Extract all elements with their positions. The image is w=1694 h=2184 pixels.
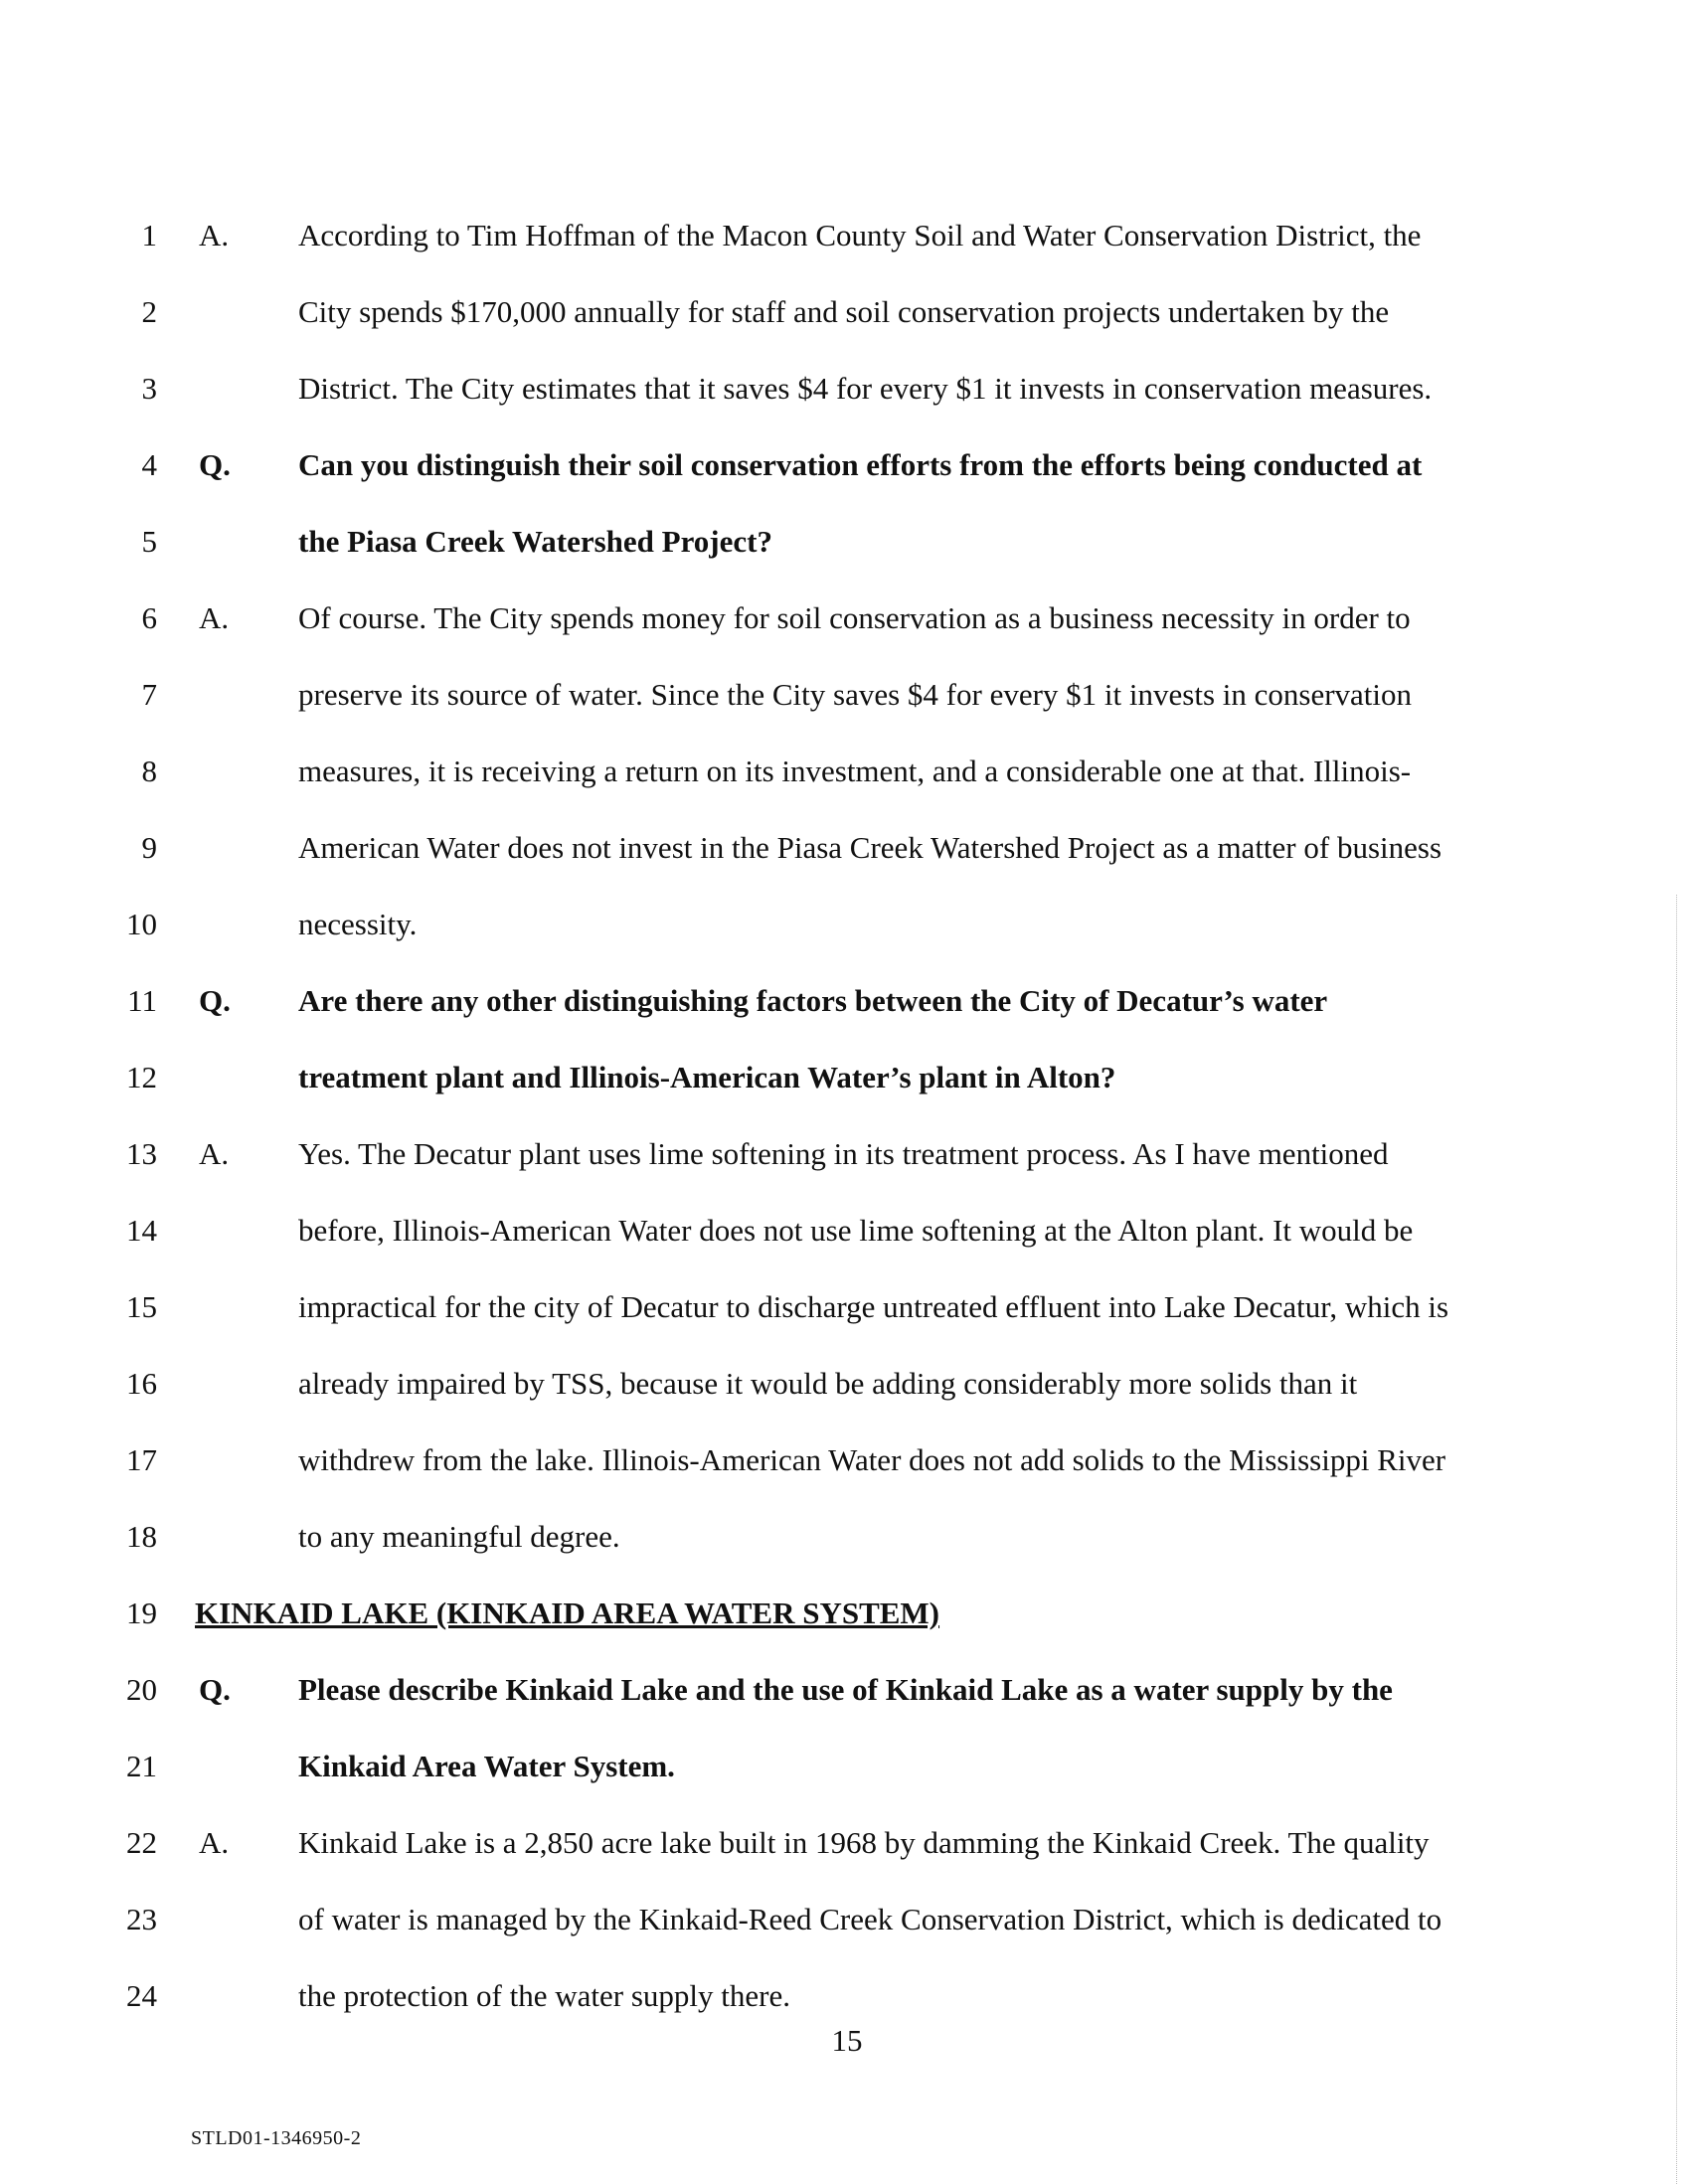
- line-text: to any meaningful degree.: [298, 1519, 620, 1554]
- line-text: City spends $170,000 annually for staff and soil conservation projects undertaken by the: [298, 294, 1390, 329]
- line-number: 19: [126, 1596, 157, 1630]
- line-number: 6: [141, 600, 157, 635]
- line-text: Yes. The Decatur plant uses lime softening in its treatment process. As I have mentioned: [298, 1136, 1389, 1171]
- line-number: 9: [141, 830, 157, 865]
- line-text: already impaired by TSS, because it would be adding considerably more solids than it: [298, 1366, 1358, 1401]
- line-number: 14: [126, 1213, 157, 1248]
- line-text: of water is managed by the Kinkaid-Reed Creek Conservation District, which is dedicated to: [298, 1902, 1442, 1936]
- line-number: 10: [126, 907, 157, 941]
- line-6: [0, 588, 1694, 648]
- line-16: [0, 1354, 1694, 1414]
- line-text: Kinkaid Area Water System.: [298, 1749, 675, 1783]
- line-number: 15: [126, 1289, 157, 1324]
- question-label: Q.: [199, 1672, 231, 1707]
- line-text: the protection of the water supply there.: [298, 1978, 790, 2013]
- line-14: [0, 1201, 1694, 1260]
- document-id: STLD01-1346950-2: [191, 2127, 362, 2149]
- line-text: before, Illinois-American Water does not use lime softening at the Alton plant. It would be: [298, 1213, 1414, 1248]
- line-8: [0, 742, 1694, 801]
- line-2: [0, 282, 1694, 342]
- line-number: 18: [126, 1519, 157, 1554]
- line-number: 22: [126, 1825, 157, 1860]
- line-11: [0, 971, 1694, 1031]
- line-19: [0, 1584, 1694, 1643]
- line-10: [0, 895, 1694, 954]
- scan-edge-divider: [1676, 895, 1677, 2184]
- line-7: [0, 665, 1694, 725]
- line-text: Kinkaid Lake is a 2,850 acre lake built in 1968 by damming the Kinkaid Creek. The quality: [298, 1825, 1430, 1860]
- line-number: 13: [126, 1136, 157, 1171]
- line-number: 21: [126, 1749, 157, 1783]
- line-number: 3: [141, 371, 157, 406]
- line-12: [0, 1048, 1694, 1107]
- answer-label: A.: [199, 1136, 230, 1171]
- line-number: 1: [141, 218, 157, 252]
- line-number: 8: [141, 754, 157, 788]
- line-18: [0, 1507, 1694, 1567]
- line-text: Can you distinguish their soil conservation efforts from the efforts being conducted at: [298, 447, 1423, 482]
- line-text: impractical for the city of Decatur to discharge untreated effluent into Lake Decatur, which is: [298, 1289, 1449, 1324]
- line-text: District. The City estimates that it saves $4 for every $1 it invests in conservation measures.: [298, 371, 1433, 406]
- line-3: [0, 359, 1694, 419]
- section-heading: KINKAID LAKE (KINKAID AREA WATER SYSTEM): [195, 1596, 940, 1630]
- line-text: American Water does not invest in the Piasa Creek Watershed Project as a matter of business: [298, 830, 1442, 865]
- line-23: [0, 1890, 1694, 1949]
- line-4: [0, 435, 1694, 495]
- line-text: measures, it is receiving a return on its investment, and a considerable one at that. Illinois-: [298, 754, 1412, 788]
- line-21: [0, 1737, 1694, 1796]
- line-22: [0, 1813, 1694, 1873]
- line-number: 5: [141, 524, 157, 559]
- line-24: [0, 1966, 1694, 2026]
- question-label: Q.: [199, 983, 231, 1018]
- line-text: treatment plant and Illinois-American Water’s plant in Alton?: [298, 1060, 1116, 1094]
- line-number: 20: [126, 1672, 157, 1707]
- line-number: 2: [141, 294, 157, 329]
- line-number: 11: [127, 983, 157, 1018]
- answer-label: A.: [199, 600, 230, 635]
- line-1: [0, 206, 1694, 265]
- line-text: necessity.: [298, 907, 418, 941]
- line-text: preserve its source of water. Since the City saves $4 for every $1 it invests in conservation: [298, 677, 1413, 712]
- line-text: Please describe Kinkaid Lake and the use of Kinkaid Lake as a water supply by the: [298, 1672, 1393, 1707]
- line-number: 12: [126, 1060, 157, 1094]
- question-label: Q.: [199, 447, 231, 482]
- answer-label: A.: [199, 218, 230, 252]
- line-15: [0, 1277, 1694, 1337]
- line-number: 7: [141, 677, 157, 712]
- line-17: [0, 1430, 1694, 1490]
- line-number: 16: [126, 1366, 157, 1401]
- page-number: 15: [831, 2023, 863, 2058]
- line-number: 17: [126, 1442, 157, 1477]
- line-number: 24: [126, 1978, 157, 2013]
- answer-label: A.: [199, 1825, 230, 1860]
- line-text: Are there any other distinguishing factors between the City of Decatur’s water: [298, 983, 1328, 1018]
- line-9: [0, 818, 1694, 878]
- line-text: According to Tim Hoffman of the Macon County Soil and Water Conservation District, the: [298, 218, 1422, 252]
- line-number: 23: [126, 1902, 157, 1936]
- line-number: 4: [141, 447, 157, 482]
- line-text: the Piasa Creek Watershed Project?: [298, 524, 772, 559]
- line-13: [0, 1124, 1694, 1184]
- line-text: withdrew from the lake. Illinois-American Water does not add solids to the Mississippi River: [298, 1442, 1446, 1477]
- line-text: Of course. The City spends money for soil conservation as a business necessity in order to: [298, 600, 1411, 635]
- line-20: [0, 1660, 1694, 1720]
- line-5: [0, 512, 1694, 572]
